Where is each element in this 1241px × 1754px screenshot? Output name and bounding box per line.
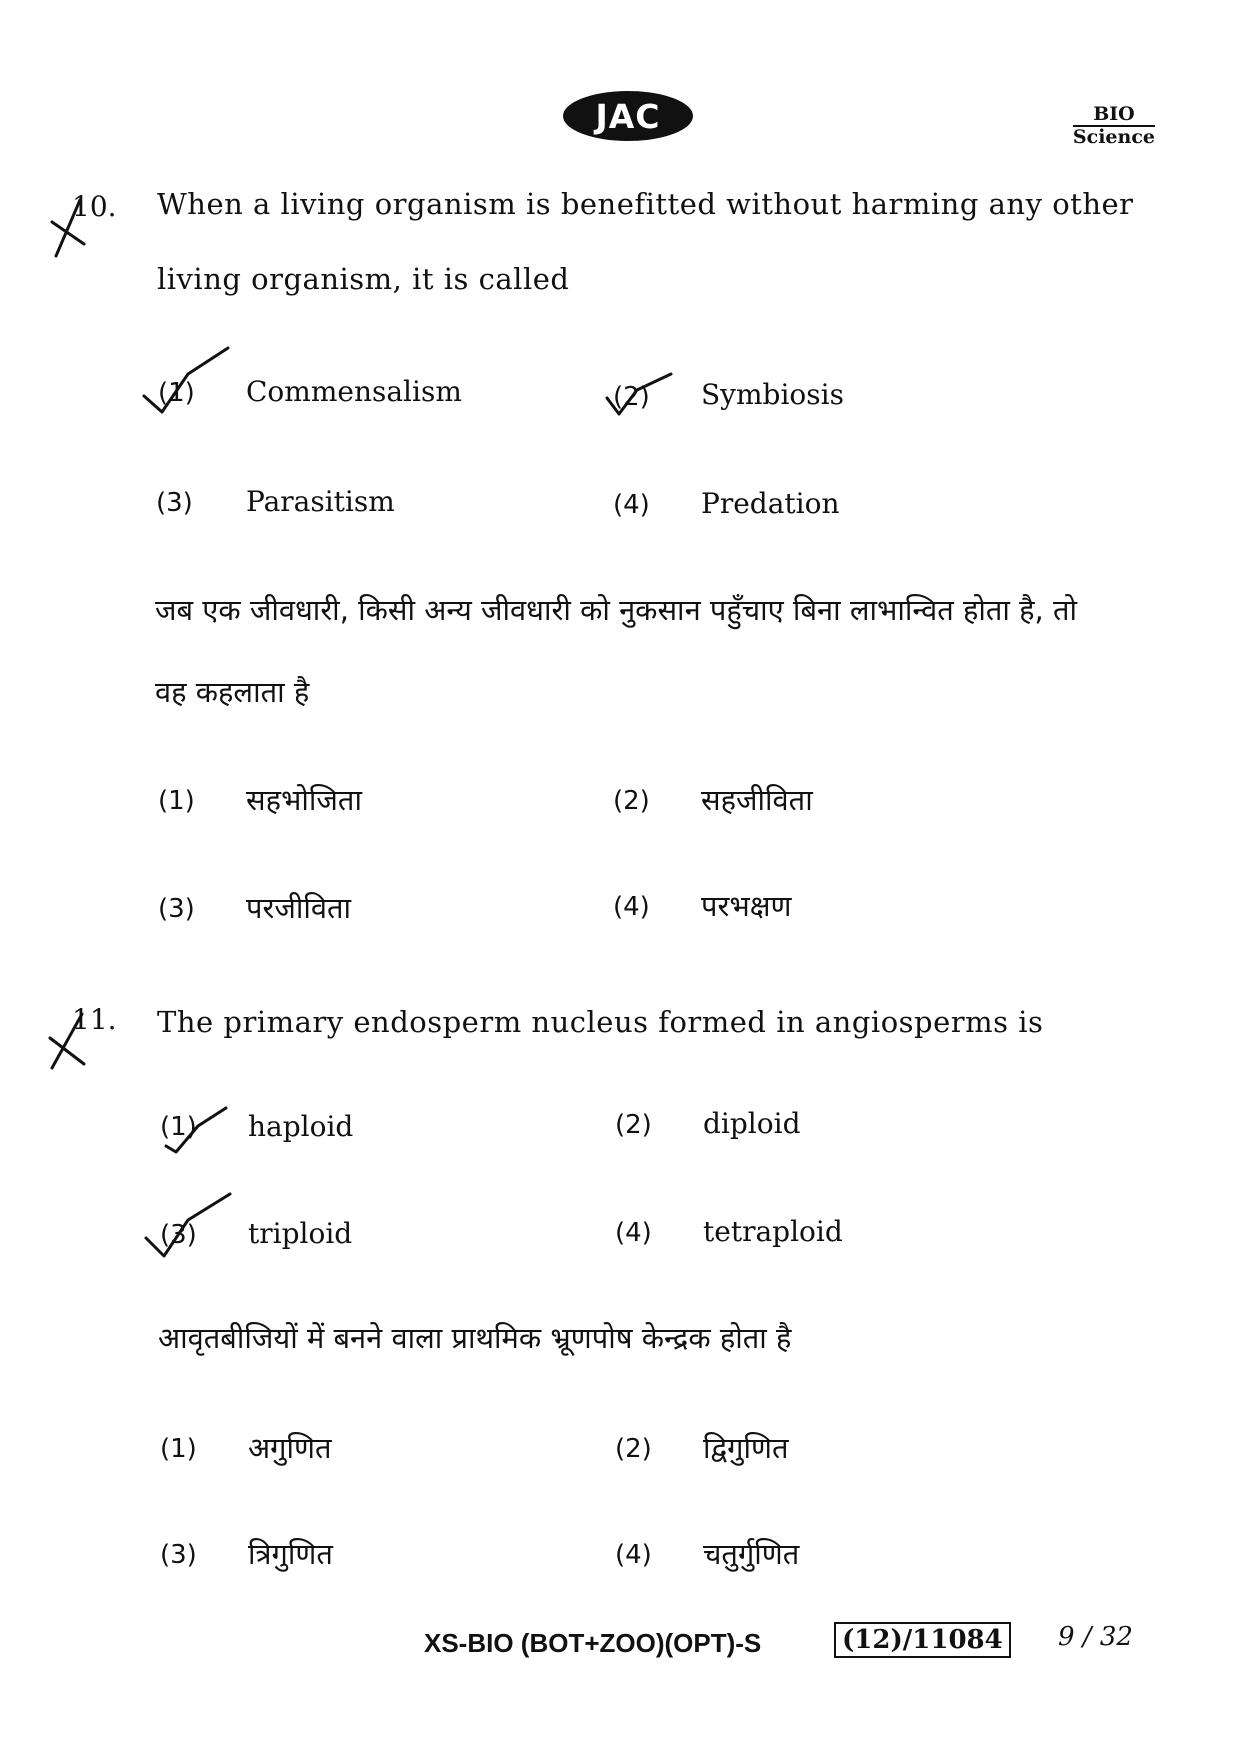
question-10-text-hi-2: वह कहलाता है (155, 675, 310, 709)
q10-en-opt2: Symbiosis (701, 378, 844, 411)
q10-en-opt4-num: (4) (613, 490, 650, 520)
subject-bottom: Science (1072, 126, 1155, 148)
tick-mark-icon (142, 1196, 237, 1261)
q11-en-opt3: triploid (248, 1217, 353, 1250)
q11-en-opt2-num: (2) (615, 1110, 652, 1140)
tick-mark-icon (603, 372, 683, 422)
paper-code-box: (12)/11084 (834, 1622, 1011, 1658)
question-10-number: 10. (72, 190, 117, 223)
q11-en-opt1-num: (1) (160, 1112, 197, 1142)
q10-hi-opt3: परजीविता (246, 891, 352, 925)
cross-mark-icon (48, 1008, 98, 1078)
page-number: 9 / 32 (1058, 1622, 1133, 1652)
question-11-text-en: The primary endosperm nucleus formed in angiosperms is (157, 1005, 1044, 1039)
q11-hi-opt4-num: (4) (615, 1540, 652, 1570)
q10-en-opt4: Predation (701, 487, 840, 520)
tick-mark-icon (160, 1106, 235, 1156)
question-10-text-en-1: When a living organism is benefitted without harming any other (157, 187, 1134, 221)
q11-en-opt3-num: (3) (160, 1220, 197, 1250)
q11-hi-opt2-num: (2) (615, 1434, 652, 1464)
q10-hi-opt1-num: (1) (158, 786, 195, 816)
q10-hi-opt4-num: (4) (613, 892, 650, 922)
q10-hi-opt4: परभक्षण (701, 889, 792, 923)
q11-hi-opt1: अगुणित (248, 1431, 332, 1465)
jac-logo: JAC (563, 91, 693, 141)
q10-en-opt1: Commensalism (246, 375, 462, 408)
q11-hi-opt1-num: (1) (160, 1434, 197, 1464)
subject-top: BIO (1073, 104, 1155, 127)
q11-hi-opt3-num: (3) (160, 1540, 197, 1570)
question-11-number: 11. (72, 1003, 117, 1036)
question-11-text-hi: आवृतबीजियों में बनने वाला प्राथमिक भ्रूणपोष केन्द्रक होता है (158, 1321, 792, 1355)
subject-label (1073, 104, 1155, 148)
q10-hi-opt2: सहजीविता (701, 783, 813, 817)
q10-hi-opt1: सहभोजिता (246, 783, 362, 817)
question-10-text-en-2: living organism, it is called (157, 262, 570, 296)
q11-hi-opt3: त्रिगुणित (248, 1537, 333, 1571)
q11-en-opt2: diploid (703, 1107, 801, 1140)
q11-en-opt4: tetraploid (703, 1215, 843, 1248)
q10-en-opt2-num: (2) (613, 382, 650, 412)
paper-code: XS-BIO (BOT+ZOO)(OPT)-S (424, 1628, 762, 1658)
q10-hi-opt2-num: (2) (613, 786, 650, 816)
tick-mark-icon (140, 352, 235, 417)
q10-hi-opt3-num: (3) (158, 894, 195, 924)
q10-en-opt3: Parasitism (246, 485, 395, 518)
q11-en-opt4-num: (4) (615, 1218, 652, 1248)
q11-hi-opt2: द्विगुणित (703, 1431, 789, 1465)
question-10-text-hi-1: जब एक जीवधारी, किसी अन्य जीवधारी को नुकसान पहुँचाए बिना लाभान्वित होता है, तो (155, 593, 1078, 627)
q10-en-opt1-num: (1) (158, 378, 195, 408)
q10-en-opt3-num: (3) (156, 488, 193, 518)
cross-mark-icon (50, 192, 100, 262)
q11-en-opt1: haploid (248, 1110, 354, 1143)
q11-hi-opt4: चतुर्गुणित (703, 1537, 800, 1571)
